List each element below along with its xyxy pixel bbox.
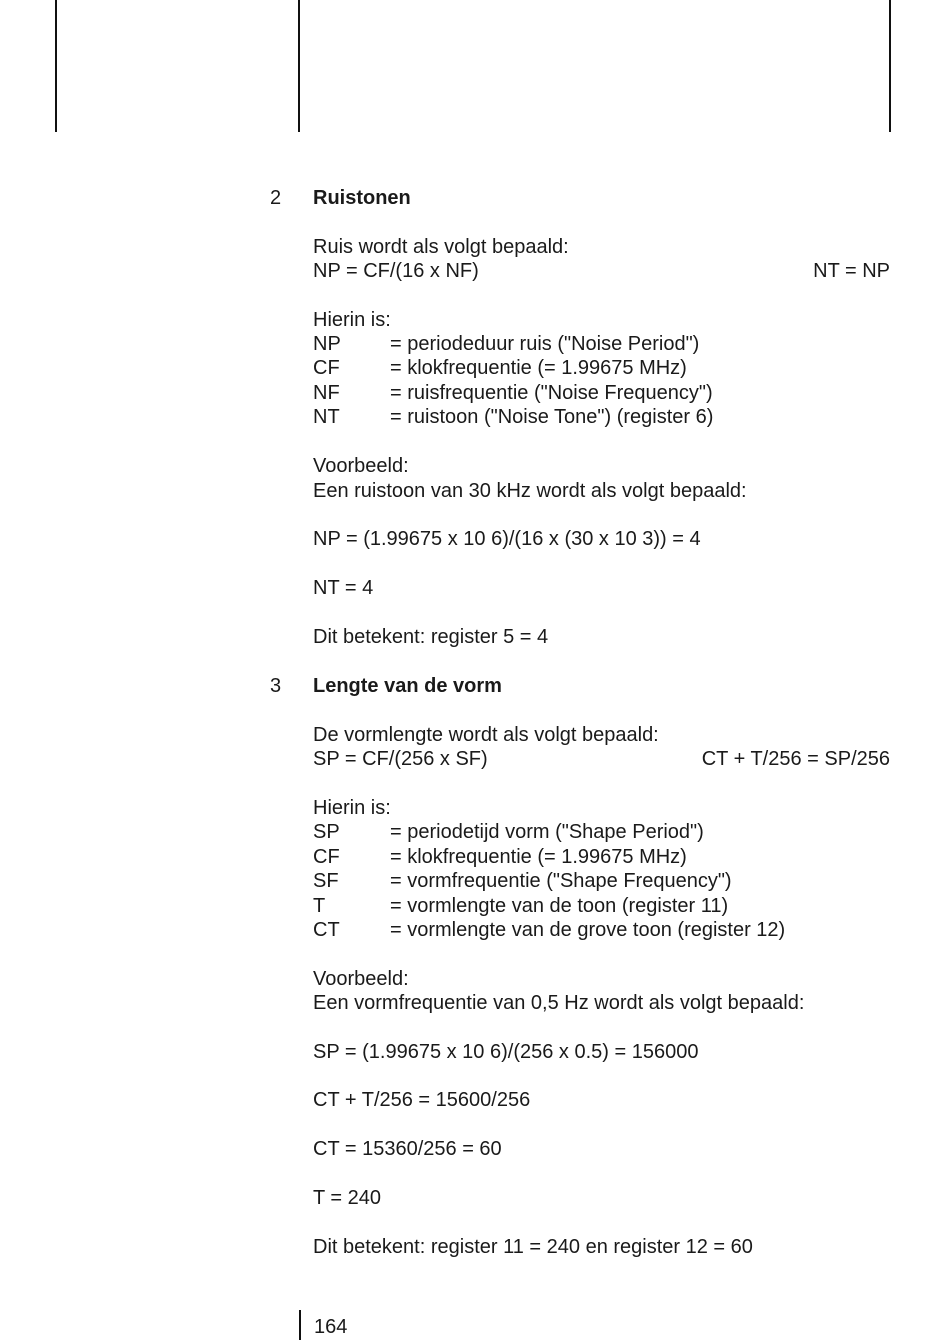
section-2-number: 2 — [270, 187, 282, 209]
section-3-step: CT = 15360/256 = 60 — [313, 1138, 502, 1160]
section-2-formula-left: NP = CF/(16 x NF) — [313, 260, 479, 282]
section-2-example-intro: Een ruistoon van 30 kHz wordt als volgt bepaald: — [313, 480, 747, 502]
def-text: = periodetijd vorm ("Shape Period") — [390, 821, 704, 843]
def-text: = periodeduur ruis ("Noise Period") — [390, 333, 700, 355]
def-text: = ruistoon ("Noise Tone") (register 6) — [390, 406, 714, 428]
def-symbol: T — [313, 895, 326, 917]
def-text: = vormlengte van de toon (register 11) — [390, 895, 729, 917]
section-3-formula-right: CT + T/256 = SP/256 — [701, 748, 890, 770]
def-symbol: CF — [313, 846, 340, 868]
top-rule-middle — [298, 0, 300, 132]
section-3-formula-left: SP = CF/(256 x SF) — [313, 748, 488, 770]
top-rule-left — [55, 0, 57, 132]
section-2-intro: Ruis wordt als volgt bepaald: — [313, 236, 569, 258]
def-text: = ruisfrequentie ("Noise Frequency") — [390, 382, 713, 404]
section-2-step: NP = (1.99675 x 10 6)/(16 x (30 x 10 3)) = 4 — [313, 528, 701, 550]
section-3-step: Dit betekent: register 11 = 240 en register 12 = 60 — [313, 1236, 753, 1258]
section-3-step: CT + T/256 = 15600/256 — [313, 1089, 531, 1111]
def-symbol: NT — [313, 406, 340, 428]
section-3-example-intro: Een vormfrequentie van 0,5 Hz wordt als volgt bepaald: — [313, 992, 805, 1014]
top-rule-right — [889, 0, 891, 132]
section-3-intro: De vormlengte wordt als volgt bepaald: — [313, 724, 659, 746]
section-3-example-label: Voorbeeld: — [313, 968, 409, 990]
def-symbol: NF — [313, 382, 340, 404]
section-3-number: 3 — [270, 675, 282, 697]
section-3-step: SP = (1.99675 x 10 6)/(256 x 0.5) = 156000 — [313, 1041, 699, 1063]
section-2-step: Dit betekent: register 5 = 4 — [313, 626, 549, 648]
def-symbol: SF — [313, 870, 339, 892]
def-text: = klokfrequentie (= 1.99675 MHz) — [390, 357, 687, 379]
section-2-step: NT = 4 — [313, 577, 374, 599]
section-3-step: T = 240 — [313, 1187, 382, 1209]
def-symbol: NP — [313, 333, 341, 355]
def-symbol: CF — [313, 357, 340, 379]
section-3-title: Lengte van de vorm — [313, 675, 502, 697]
section-2-example-label: Voorbeeld: — [313, 455, 409, 477]
def-text: = klokfrequentie (= 1.99675 MHz) — [390, 846, 687, 868]
footer-rule — [299, 1310, 301, 1340]
page-number: 164 — [314, 1316, 348, 1338]
def-symbol: CT — [313, 919, 340, 941]
section-3-hierin: Hierin is: — [313, 797, 391, 819]
section-2-formula-right: NT = NP — [813, 260, 890, 282]
section-2-hierin: Hierin is: — [313, 309, 391, 331]
section-2-title: Ruistonen — [313, 187, 411, 209]
def-text: = vormfrequentie ("Shape Frequency") — [390, 870, 732, 892]
def-symbol: SP — [313, 821, 340, 843]
def-text: = vormlengte van de grove toon (register 12) — [390, 919, 786, 941]
